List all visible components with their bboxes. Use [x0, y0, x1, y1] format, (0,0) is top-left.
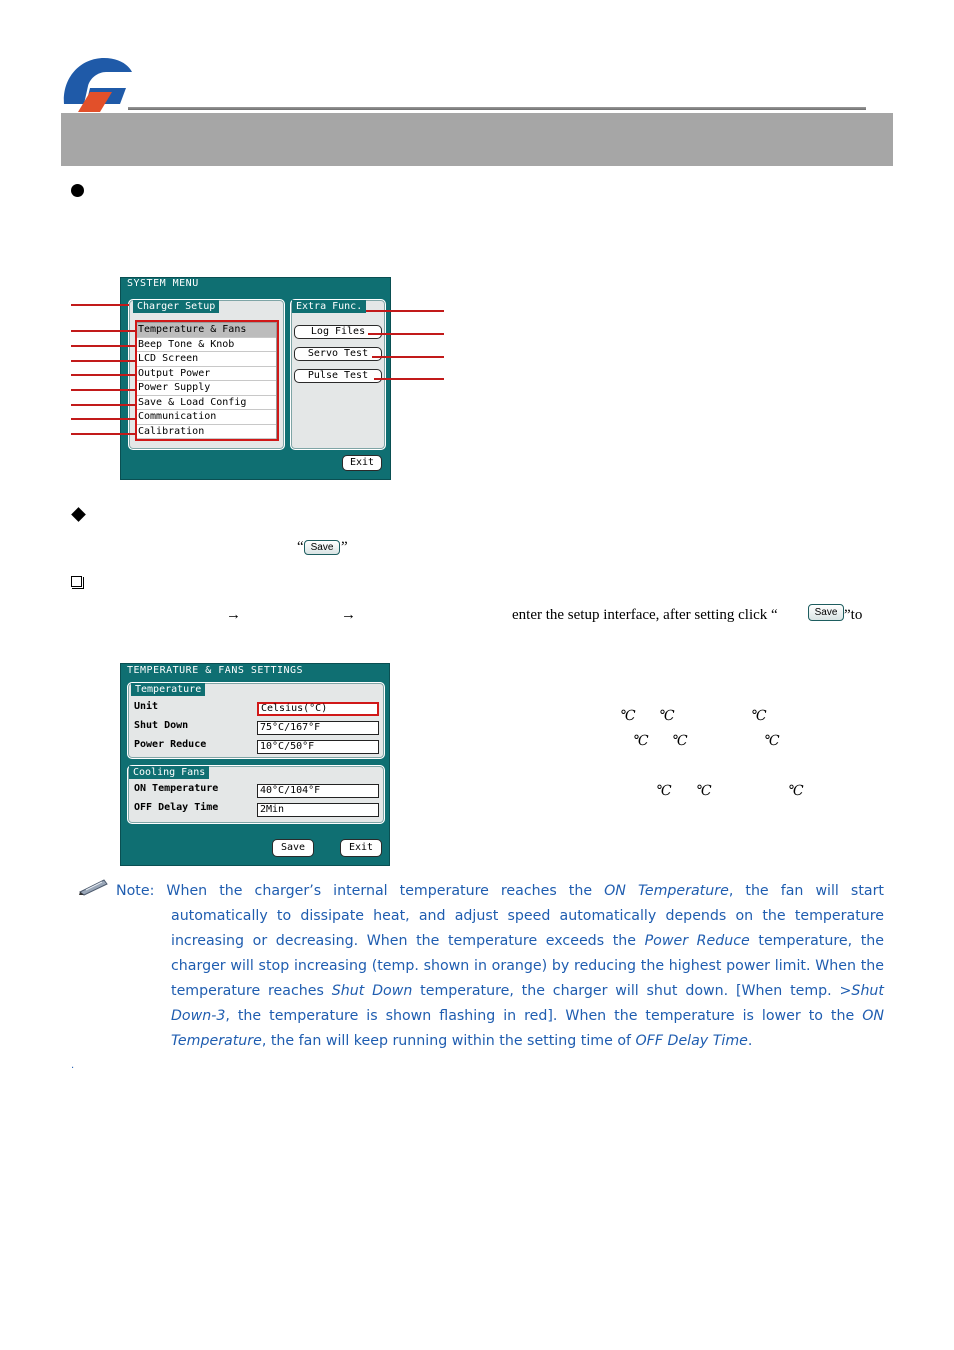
extra-func-panel — [290, 299, 386, 450]
callout-line — [71, 345, 137, 347]
degree-symbol: ℃ — [788, 783, 804, 799]
cooling-fans-tab: Cooling Fans — [129, 766, 209, 779]
system-menu-screen — [120, 277, 391, 480]
callout-line — [71, 374, 137, 376]
degree-symbol: ℃ — [656, 783, 672, 799]
quote-close: ” — [341, 539, 348, 555]
shut-down-field[interactable]: 75°C/167°F — [257, 721, 379, 735]
cooling-fans-panel — [127, 765, 385, 824]
degree-symbol: ℃ — [633, 733, 649, 749]
note-term-on-temperature: ON Temperature — [171, 1008, 884, 1049]
menu-item-save-load-config[interactable]: Save & Load Config — [137, 396, 276, 411]
note-term-shut-down-3: >Shut Down-3 — [171, 983, 884, 1024]
temp-fans-settings-screen — [120, 663, 390, 866]
note-paragraph — [116, 879, 884, 1054]
note-text: , the fan will start automatically to dissipate heat, and adjust speed automatically depends on the temperature increasing or decreasing. When the temperature exceeds the — [171, 883, 884, 949]
log-files-button[interactable]: Log Files — [294, 325, 382, 339]
degree-symbol: ℃ — [764, 733, 780, 749]
quote-open: “ — [297, 539, 304, 555]
note-term-off-delay-time: OFF Delay Time — [635, 1033, 748, 1049]
instruction-save-chip: Save — [808, 604, 844, 621]
callout-line — [368, 333, 444, 335]
company-logo-icon — [60, 56, 132, 112]
note-term-shut-down: Shut Down — [331, 983, 413, 999]
callout-line — [372, 356, 444, 358]
unit-select[interactable]: Celsius(°C) — [257, 702, 379, 716]
note-text: temperature, the charger will shut down. [When temp. — [412, 983, 840, 999]
unit-label: Unit — [134, 701, 159, 712]
path-arrow-2: → — [341, 607, 356, 623]
note-term-power-reduce: Power Reduce — [644, 933, 750, 949]
on-temperature-label: ON Temperature — [134, 783, 219, 794]
off-delay-time-field[interactable]: 2Min — [257, 803, 379, 817]
callout-line — [71, 433, 137, 435]
callout-line — [71, 304, 129, 306]
system-menu-title: SYSTEM MENU — [127, 278, 199, 289]
callout-line — [71, 389, 137, 391]
bullet-diamond-icon — [71, 507, 86, 522]
instruction-tail: ”to — [844, 607, 863, 623]
off-delay-time-label: OFF Delay Time — [134, 802, 219, 813]
note-text: , the fan will keep running within the setting time of — [261, 1033, 636, 1049]
header-rule — [128, 107, 866, 110]
callout-line — [71, 330, 137, 332]
degree-symbol: ℃ — [672, 733, 688, 749]
callout-line — [366, 310, 444, 312]
degree-symbol: ℃ — [659, 708, 675, 724]
menu-highlight-frame — [135, 320, 279, 441]
menu-item-output-power[interactable]: Output Power — [137, 367, 276, 382]
power-reduce-field[interactable]: 10°C/50°F — [257, 740, 379, 754]
callout-line — [71, 360, 137, 362]
bullet-dot-icon — [71, 184, 84, 197]
bullet-checkbox-icon — [71, 576, 82, 587]
temperature-tab: Temperature — [131, 683, 205, 696]
shut-down-label: Shut Down — [134, 720, 189, 731]
degree-symbol: ℃ — [751, 708, 767, 724]
degree-symbol: ℃ — [620, 708, 636, 724]
instruction-text: enter the setup interface, after setting click “ — [512, 607, 778, 623]
servo-test-button[interactable]: Servo Test — [294, 347, 382, 361]
menu-item-power-supply[interactable]: Power Supply — [137, 381, 276, 396]
extra-func-tab: Extra Func. — [292, 300, 366, 313]
callout-line — [71, 418, 137, 420]
callout-line — [71, 404, 137, 406]
charger-setup-tab: Charger Setup — [133, 300, 219, 313]
path-arrow-1: → — [226, 607, 241, 623]
trailing-dot: . — [71, 1060, 75, 1071]
on-temperature-field[interactable]: 40°C/104°F — [257, 784, 379, 798]
menu-item-calibration[interactable]: Calibration — [137, 425, 276, 440]
section-title-band — [61, 113, 893, 166]
system-menu-exit-button[interactable]: Exit — [342, 455, 382, 471]
temp-fans-settings-title: TEMPERATURE & FANS SETTINGS — [127, 665, 304, 676]
pulse-test-button[interactable]: Pulse Test — [294, 369, 382, 383]
menu-item-lcd-screen[interactable]: LCD Screen — [137, 352, 276, 367]
menu-item-beep-tone-knob[interactable]: Beep Tone & Knob — [137, 338, 276, 353]
temp-settings-save-button[interactable]: Save — [272, 839, 314, 857]
callout-line — [374, 378, 444, 380]
temperature-panel — [127, 682, 385, 759]
charger-setup-panel — [128, 299, 285, 450]
power-reduce-label: Power Reduce — [134, 739, 207, 750]
menu-item-temperature-fans[interactable]: Temperature & Fans — [137, 323, 276, 338]
inline-save-chip: Save — [304, 540, 340, 555]
note-term-on-temperature: ON Temperature — [604, 883, 729, 899]
degree-symbol: ℃ — [696, 783, 712, 799]
note-label: Note: — [116, 883, 155, 899]
note-text: temperature, the charger will stop increasing (temp. shown in orange) by reducing the highest power limit. When the temperature reaches — [171, 933, 884, 999]
temp-settings-exit-button[interactable]: Exit — [340, 839, 382, 857]
note-text: . — [747, 1033, 753, 1049]
note-pencil-icon — [78, 876, 108, 896]
note-text: When the charger’s internal temperature reaches the — [154, 883, 605, 899]
note-text: , the temperature is shown flashing in red]. When the temperature is lower to the — [225, 1008, 863, 1024]
menu-item-communication[interactable]: Communication — [137, 410, 276, 425]
